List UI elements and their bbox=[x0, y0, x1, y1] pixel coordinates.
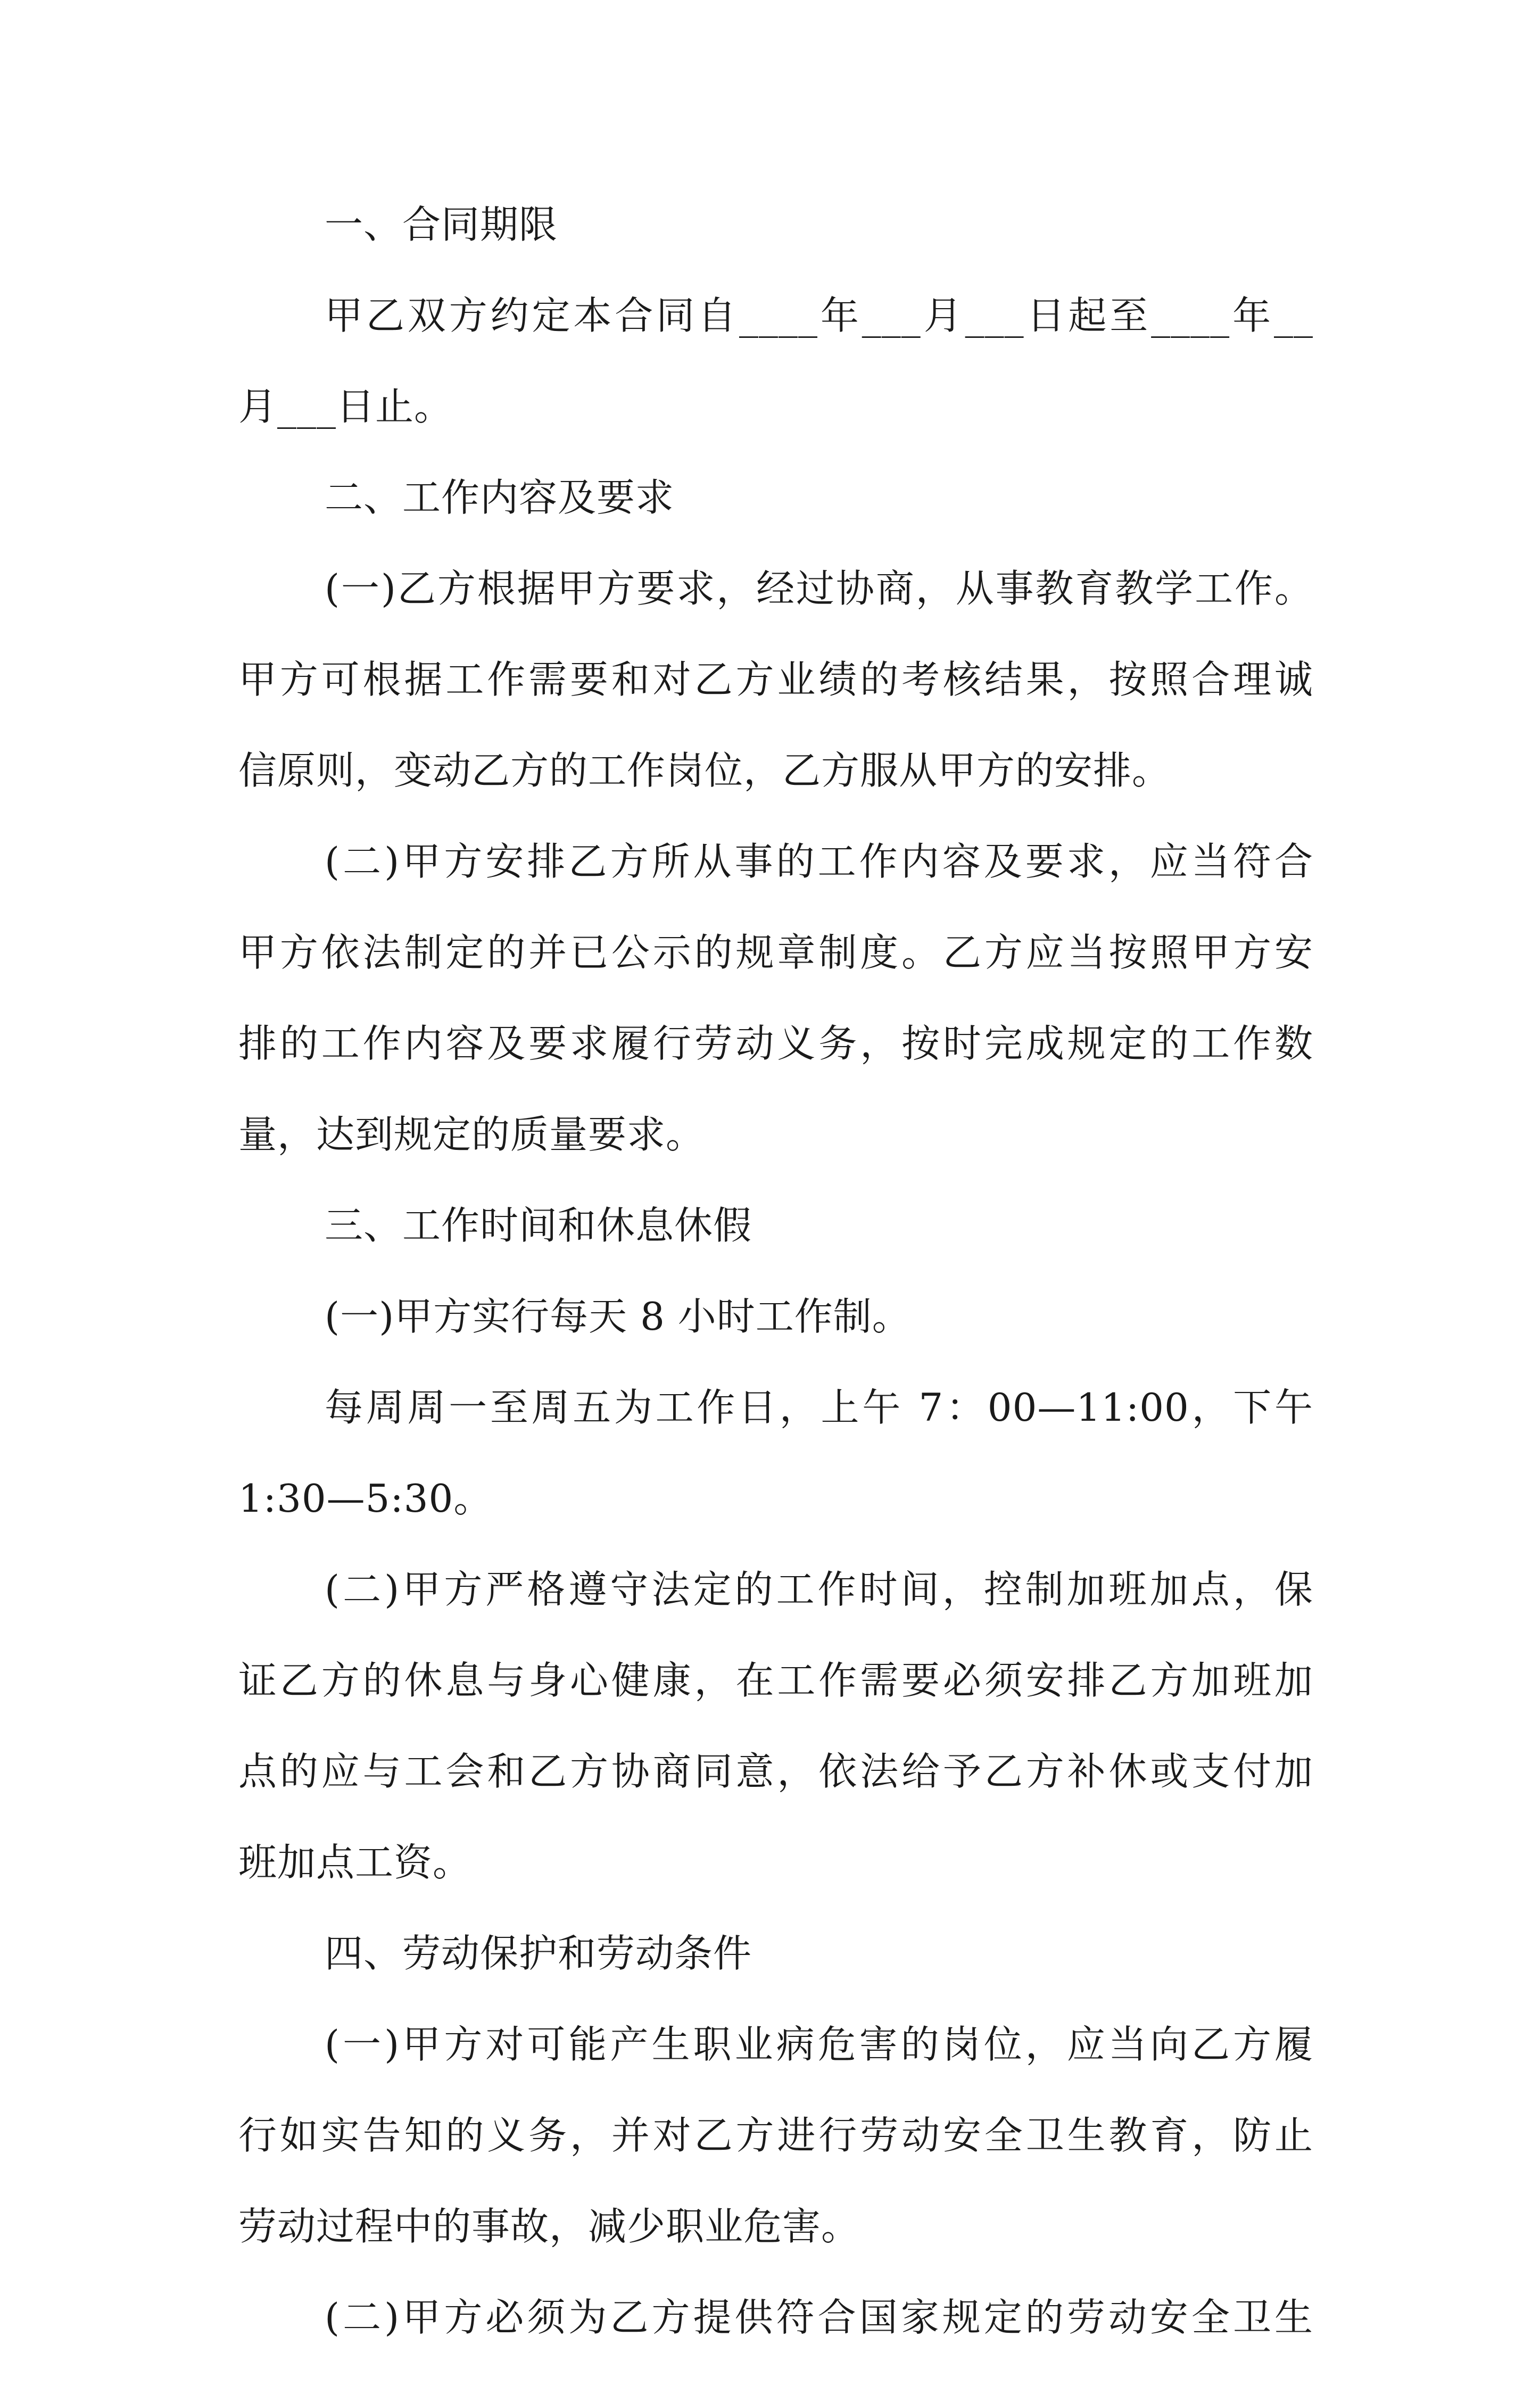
document-line: (一)乙方根据甲方要求，经过协商，从事教育教学工作。 bbox=[325, 566, 1313, 611]
document-line: 每周周一至周五为工作日，上午 7：00—11:00，下午 bbox=[325, 1385, 1313, 1430]
document-line: (二)甲方必须为乙方提供符合国家规定的劳动安全卫生 bbox=[325, 2295, 1313, 2340]
document-line: 班加点工资。 bbox=[238, 1840, 472, 1885]
document-line: 甲方可根据工作需要和对乙方业绩的考核结果，按照合理诚 bbox=[238, 657, 1313, 702]
document-line: 排的工作内容及要求履行劳动义务，按时完成规定的工作数 bbox=[238, 1021, 1313, 1066]
document-line: 信原则，变动乙方的工作岗位，乙方服从甲方的安排。 bbox=[238, 748, 1171, 793]
document-line: (一)甲方对可能产生职业病危害的岗位，应当向乙方履 bbox=[325, 2022, 1313, 2067]
document-line: (一)甲方实行每天 8 小时工作制。 bbox=[325, 1294, 911, 1339]
document-line: 甲方依法制定的并已公示的规章制度。乙方应当按照甲方安 bbox=[238, 930, 1313, 975]
document-line: 四、劳动保护和劳动条件 bbox=[325, 1931, 752, 1976]
document-line: 三、工作时间和休息休假 bbox=[325, 1203, 752, 1248]
document-line: 一、合同期限 bbox=[325, 202, 558, 247]
document-line: 证乙方的休息与身心健康，在工作需要必须安排乙方加班加 bbox=[238, 1658, 1313, 1703]
document-line: 二、工作内容及要求 bbox=[325, 475, 675, 520]
document-line: 劳动过程中的事故，减少职业危害。 bbox=[238, 2204, 860, 2249]
document-line: 量，达到规定的质量要求。 bbox=[238, 1112, 705, 1157]
document-line: 1:30—5:30。 bbox=[238, 1476, 493, 1521]
document-line: 月___日止。 bbox=[238, 384, 453, 429]
document-line: 点的应与工会和乙方协商同意，依法给予乙方补休或支付加 bbox=[238, 1749, 1313, 1794]
document-page bbox=[238, 202, 1313, 2386]
document-line: 行如实告知的义务，并对乙方进行劳动安全卫生教育，防止 bbox=[238, 2113, 1313, 2158]
document-line: (二)甲方安排乙方所从事的工作内容及要求，应当符合 bbox=[325, 839, 1313, 884]
document-line: 甲乙双方约定本合同自____年___月___日起至____年__ bbox=[325, 293, 1313, 338]
document-line: (二)甲方严格遵守法定的工作时间，控制加班加点，保 bbox=[325, 1567, 1313, 1612]
